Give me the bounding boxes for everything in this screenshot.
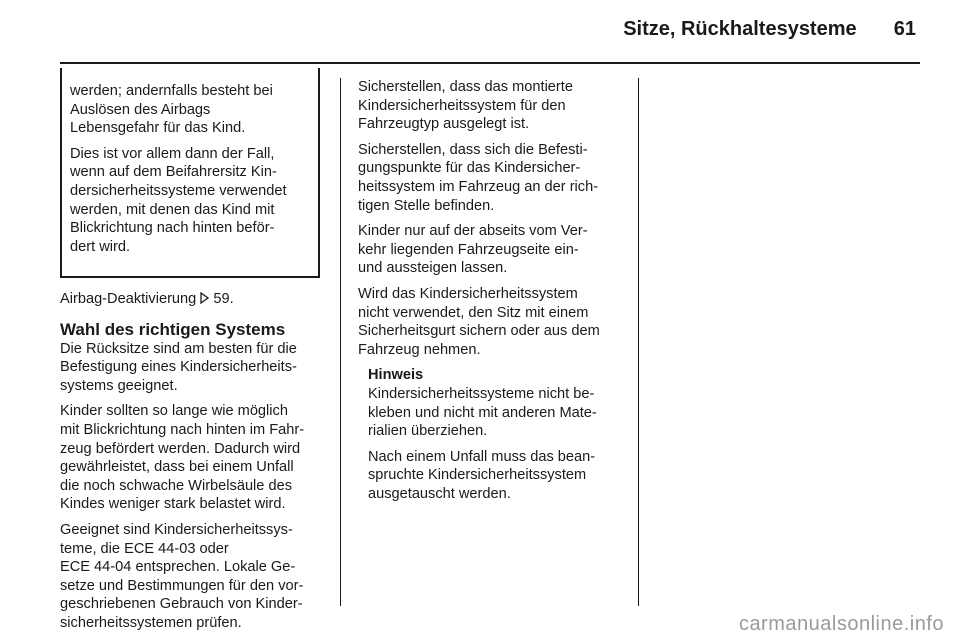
text-line: ausgetauscht werden. [368, 485, 511, 502]
text-line: Kinder sollten so lange wie möglich [60, 403, 288, 420]
column-divider-2 [638, 78, 639, 606]
text-line: wenn auf dem Beifahrersitz Kin- [70, 164, 277, 181]
note-paragraph-2 [368, 448, 633, 504]
text-line: heitssystem im Fahrzeug an der rich- [358, 178, 599, 195]
text-line: gungspunkte für das Kindersicher- [358, 160, 581, 177]
text-line: systems geeignet. [60, 377, 178, 394]
text-line: Nach einem Unfall muss das bean- [368, 448, 596, 465]
text-line: sicherheitssystemen prüfen. [60, 614, 242, 631]
text-line: dersicherheitssysteme verwendet [70, 182, 287, 199]
text-line: Kinder nur auf der abseits vom Ver- [358, 223, 588, 240]
text-line: gewährleistet, dass bei einem Unfall [60, 459, 294, 476]
text-line: Auslösen des Airbags [70, 101, 211, 118]
middle-paragraph-4 [358, 285, 633, 359]
text-line: werden; andernfalls besteht bei [70, 83, 273, 99]
text-line: zeug befördert werden. Dadurch wird [60, 440, 301, 457]
text-line: spruchte Kindersicherheitssystem [368, 467, 587, 484]
text-line: Kindersicherheitssystem für den [358, 97, 566, 114]
watermark: carmanualsonline.info [738, 613, 944, 635]
middle-paragraph-3 [358, 222, 633, 278]
text-line: geschriebenen Gebrauch von Kinder- [60, 596, 303, 613]
page-number: 61 [893, 18, 916, 40]
text-line: mit Blickrichtung nach hinten im Fahr- [60, 421, 305, 438]
text-line: Wird das Kindersicherheitssystem [358, 285, 578, 302]
text-line: ECE 44-04 entsprechen. Lokale Ge- [60, 559, 296, 576]
reference-page: 59. [213, 291, 234, 307]
text-line: Dies ist vor allem dann der Fall, [70, 145, 275, 162]
text-line: Sicherstellen, dass sich die Befesti- [358, 141, 588, 158]
text-line: werden, mit denen das Kind mit [70, 201, 275, 218]
text-line: Die Rücksitze sind am besten für die [60, 340, 297, 357]
warning-paragraph-2 [70, 145, 287, 257]
text-line: Geeignet sind Kindersicherheitssys- [60, 521, 293, 538]
text-line: Sicherheitsgurt sichern oder aus dem [358, 323, 600, 340]
middle-paragraph-2 [358, 141, 633, 215]
warning-box [60, 68, 320, 278]
text-line: teme, die ECE 44-03 oder [60, 540, 229, 557]
text-line: nicht verwendet, den Sitz mit einem [358, 304, 589, 321]
section-heading: Wahl des richtigen Systems [60, 319, 286, 339]
text-line: Blickrichtung nach hinten beför- [70, 220, 275, 237]
reference-arrow-icon[interactable] [200, 291, 213, 307]
warning-paragraph-1 [70, 82, 287, 138]
text-line: Kindes weniger stark belastet wird. [60, 496, 286, 513]
middle-paragraph-1 [358, 78, 633, 134]
reference-text: Airbag-Deaktivierung [60, 291, 197, 307]
middle-column [358, 78, 633, 510]
text-line: tigen Stelle befinden. [358, 197, 495, 214]
header-title [623, 18, 916, 41]
text-line: Fahrzeugtyp ausgelegt ist. [358, 116, 530, 133]
warning-text [70, 82, 287, 263]
note-paragraph-1 [368, 385, 633, 441]
text-line: dert wird. [70, 238, 131, 255]
text-line: kehr liegenden Fahrzeugseite ein- [358, 241, 579, 258]
text-line: Befestigung eines Kindersicherheits- [60, 359, 297, 376]
left-paragraph-2 [60, 402, 330, 514]
text-line: Fahrzeug nehmen. [358, 341, 481, 358]
note-title: Hinweis [368, 367, 424, 384]
section-title: Sitze, Rückhaltesysteme [623, 18, 857, 40]
text-line: die noch schwache Wirbelsäule des [60, 477, 293, 494]
header-rule [60, 62, 920, 64]
text-line: Lebensgefahr für das Kind. [70, 120, 246, 137]
left-paragraph-1 [60, 340, 330, 396]
cross-reference [60, 290, 330, 309]
text-line: und aussteigen lassen. [358, 260, 508, 277]
text-line: kleben und nicht mit anderen Mate- [368, 404, 597, 421]
text-line: Kindersicherheitssysteme nicht be- [368, 385, 595, 402]
note-block [368, 366, 633, 503]
column-divider-1 [340, 78, 341, 606]
left-column [60, 290, 330, 640]
left-paragraph-3 [60, 521, 330, 633]
text-line: Sicherstellen, dass das montierte [358, 79, 573, 95]
text-line: rialien überziehen. [368, 423, 488, 440]
text-line: setze und Bestimmungen für den vor- [60, 577, 304, 594]
